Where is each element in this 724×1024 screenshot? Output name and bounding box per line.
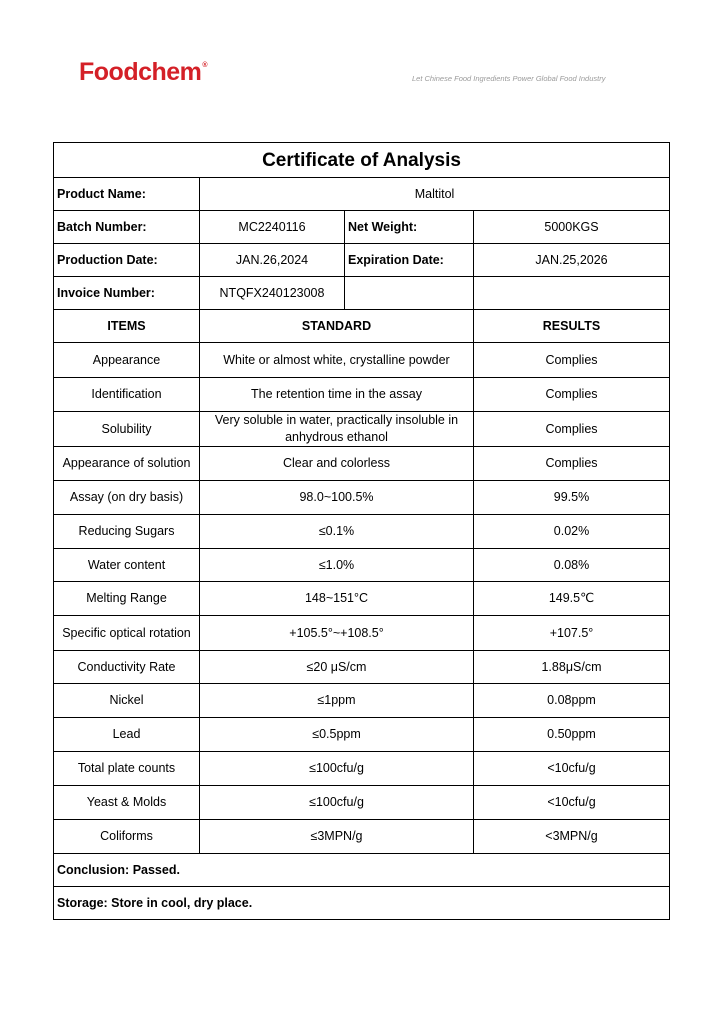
item-cell: Total plate counts (54, 752, 200, 786)
standard-header: STANDARD (200, 310, 474, 343)
standard-cell: ≤20 μS/cm (200, 651, 474, 684)
test-row (54, 481, 670, 515)
result-cell: Complies (474, 412, 670, 447)
item-cell: Yeast & Molds (54, 786, 200, 820)
standard-cell: Very soluble in water, practically insoluble in anhydrous ethanol (200, 412, 474, 447)
results-header: RESULTS (474, 310, 670, 343)
item-cell: Solubility (54, 412, 200, 447)
item-cell: Assay (on dry basis) (54, 481, 200, 515)
tagline: Let Chinese Food Ingredients Power Global Food Industry (412, 74, 606, 83)
product-name-label: Product Name: (54, 178, 200, 211)
result-cell: 1.88μS/cm (474, 651, 670, 684)
production-date-value: JAN.26,2024 (200, 244, 345, 277)
invoice-number-label: Invoice Number: (54, 277, 200, 310)
test-rows (54, 343, 670, 854)
item-cell: Water content (54, 549, 200, 582)
item-cell: Lead (54, 718, 200, 752)
expiration-date-value: JAN.25,2026 (474, 244, 670, 277)
batch-number-value: MC2240116 (200, 211, 345, 244)
test-row (54, 718, 670, 752)
standard-cell: The retention time in the assay (200, 378, 474, 412)
certificate-table (53, 142, 670, 920)
item-cell: Specific optical rotation (54, 616, 200, 651)
standard-cell: ≤100cfu/g (200, 752, 474, 786)
result-cell: <3MPN/g (474, 820, 670, 854)
standard-cell: ≤3MPN/g (200, 820, 474, 854)
test-row (54, 582, 670, 616)
item-cell: Appearance of solution (54, 447, 200, 481)
test-row (54, 616, 670, 651)
standard-cell: ≤1.0% (200, 549, 474, 582)
storage: Storage: Store in cool, dry place. (54, 887, 670, 920)
item-cell: Identification (54, 378, 200, 412)
foodchem-logo (79, 58, 207, 87)
result-cell: 99.5% (474, 481, 670, 515)
result-cell: 0.08ppm (474, 684, 670, 718)
empty-cell (345, 277, 474, 310)
standard-cell: Clear and colorless (200, 447, 474, 481)
standard-cell: White or almost white, crystalline powder (200, 343, 474, 378)
standard-cell: ≤100cfu/g (200, 786, 474, 820)
product-name-value: Maltitol (200, 178, 670, 211)
items-header: ITEMS (54, 310, 200, 343)
result-cell: 0.08% (474, 549, 670, 582)
standard-cell: 98.0~100.5% (200, 481, 474, 515)
standard-cell: 148~151°C (200, 582, 474, 616)
result-cell: Complies (474, 378, 670, 412)
test-row (54, 343, 670, 378)
standard-cell: ≤1ppm (200, 684, 474, 718)
certificate-title: Certificate of Analysis (54, 143, 670, 178)
item-cell: Melting Range (54, 582, 200, 616)
item-cell: Conductivity Rate (54, 651, 200, 684)
expiration-date-label: Expiration Date: (345, 244, 474, 277)
test-row (54, 549, 670, 582)
standard-cell: +105.5°~+108.5° (200, 616, 474, 651)
test-row (54, 651, 670, 684)
test-row (54, 412, 670, 447)
item-cell: Nickel (54, 684, 200, 718)
standard-cell: ≤0.5ppm (200, 718, 474, 752)
production-date-label: Production Date: (54, 244, 200, 277)
test-row (54, 820, 670, 854)
result-cell: 0.50ppm (474, 718, 670, 752)
test-row (54, 447, 670, 481)
result-cell: <10cfu/g (474, 752, 670, 786)
result-cell: Complies (474, 447, 670, 481)
test-row (54, 786, 670, 820)
registered-mark: ® (202, 62, 208, 69)
invoice-number-value: NTQFX240123008 (200, 277, 345, 310)
logo-text: Foodchem (79, 58, 202, 86)
empty-cell (474, 277, 670, 310)
conclusion: Conclusion: Passed. (54, 854, 670, 887)
test-row (54, 378, 670, 412)
test-row (54, 752, 670, 786)
batch-number-label: Batch Number: (54, 211, 200, 244)
net-weight-label: Net Weight: (345, 211, 474, 244)
item-cell: Reducing Sugars (54, 515, 200, 549)
test-row (54, 684, 670, 718)
net-weight-value: 5000KGS (474, 211, 670, 244)
result-cell: +107.5° (474, 616, 670, 651)
result-cell: 149.5℃ (474, 582, 670, 616)
standard-cell: ≤0.1% (200, 515, 474, 549)
item-cell: Appearance (54, 343, 200, 378)
result-cell: <10cfu/g (474, 786, 670, 820)
result-cell: Complies (474, 343, 670, 378)
test-row (54, 515, 670, 549)
result-cell: 0.02% (474, 515, 670, 549)
item-cell: Coliforms (54, 820, 200, 854)
